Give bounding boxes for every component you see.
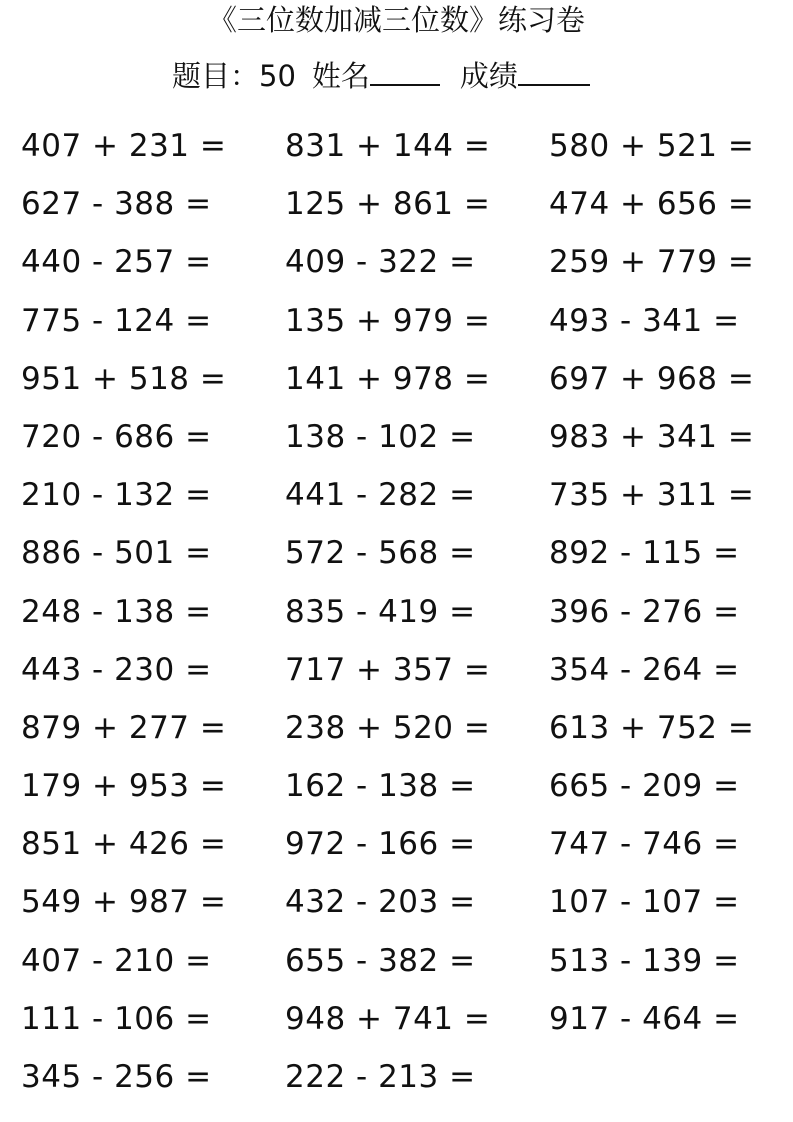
problem: 432 - 203 = [285, 884, 476, 921]
problem: 697 + 968 = [549, 360, 755, 397]
problem: 474 + 656 = [549, 186, 755, 223]
problem: 972 - 166 = [285, 826, 476, 863]
problem: 345 - 256 = [21, 1059, 212, 1095]
problem: 354 - 264 = [549, 651, 740, 688]
problem: 549 + 987 = [21, 884, 227, 921]
problem: 951 + 518 = [21, 360, 227, 397]
problem: 162 - 138 = [285, 768, 476, 805]
problem: 879 + 277 = [21, 709, 227, 746]
problem: 572 - 568 = [285, 535, 476, 572]
worksheet-title: 《三位数加减三位数》练习卷 [207, 3, 585, 37]
problem: 407 - 210 = [21, 942, 212, 979]
problem: 125 + 861 = [285, 186, 491, 223]
problem: 107 - 107 = [549, 884, 740, 921]
problem: 441 - 282 = [285, 477, 476, 514]
problem: 627 - 388 = [21, 186, 212, 223]
problem: 138 - 102 = [285, 418, 476, 455]
problem: 948 + 741 = [285, 1000, 491, 1037]
score-label: 成绩 [459, 59, 518, 93]
problem: 717 + 357 = [285, 651, 491, 688]
problem: 179 + 953 = [21, 768, 227, 805]
name-label: 姓名 [311, 59, 370, 93]
problem: 248 - 138 = [21, 593, 212, 630]
problem: 111 - 106 = [21, 1000, 212, 1037]
problem: 259 + 779 = [549, 244, 755, 281]
problem: 210 - 132 = [21, 477, 212, 514]
problem: 440 - 257 = [21, 244, 212, 281]
score-blank[interactable] [518, 62, 590, 86]
problem: 580 + 521 = [549, 128, 755, 164]
problem: 396 - 276 = [549, 593, 740, 630]
problem: 720 - 686 = [21, 418, 212, 455]
problem: 775 - 124 = [21, 302, 212, 339]
problem: 493 - 341 = [549, 302, 740, 339]
problem: 513 - 139 = [549, 942, 740, 979]
problem: 443 - 230 = [21, 651, 212, 688]
problem-grid [21, 122, 781, 1111]
problem: 409 - 322 = [285, 244, 476, 281]
problem: 655 - 382 = [285, 942, 476, 979]
questions-label: 题目：50 [172, 59, 296, 93]
problem: 735 + 311 = [549, 477, 755, 514]
problem: 613 + 752 = [549, 709, 755, 746]
problem: 238 + 520 = [285, 709, 491, 746]
problem: 665 - 209 = [549, 768, 740, 805]
problem: 831 + 144 = [285, 128, 491, 164]
problem: 407 + 231 = [21, 128, 227, 164]
problem: 135 + 979 = [285, 302, 491, 339]
worksheet-header [172, 58, 590, 94]
problem: 747 - 746 = [549, 826, 740, 863]
problem: 983 + 341 = [549, 418, 755, 455]
problem: 892 - 115 = [549, 535, 740, 572]
name-blank[interactable] [370, 62, 440, 86]
problem: 886 - 501 = [21, 535, 212, 572]
problem: 141 + 978 = [285, 360, 491, 397]
problem: 917 - 464 = [549, 1000, 740, 1037]
problem: 222 - 213 = [285, 1059, 476, 1095]
problem: 851 + 426 = [21, 826, 227, 863]
problem: 835 - 419 = [285, 593, 476, 630]
